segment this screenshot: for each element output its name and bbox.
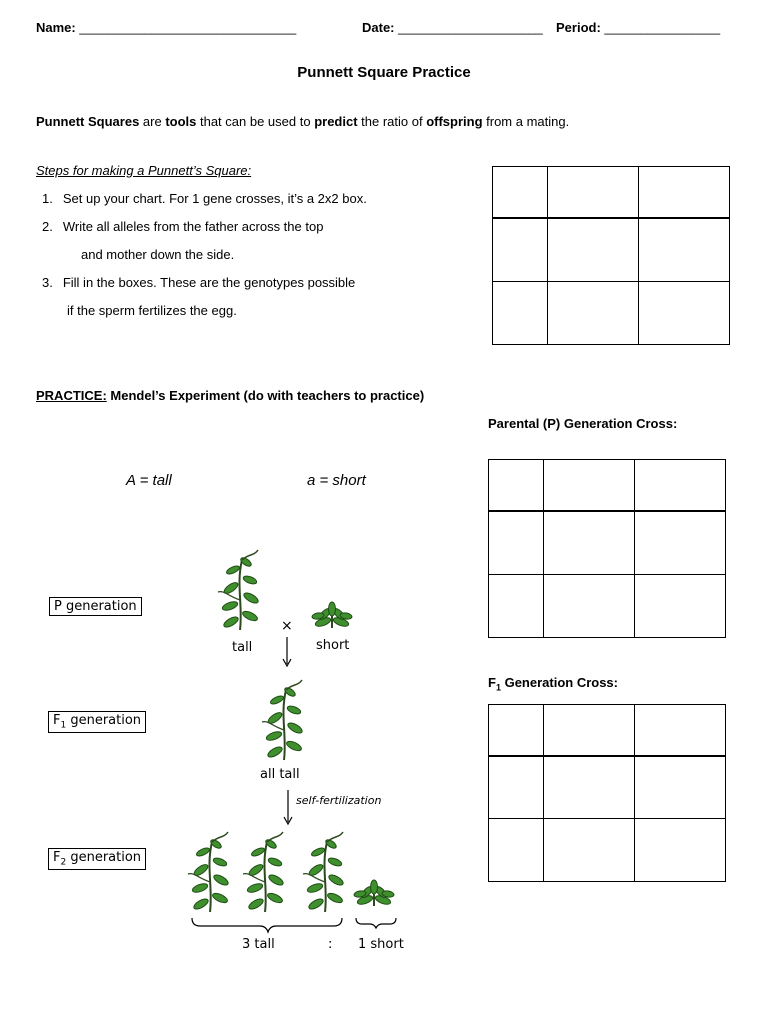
tall-plant-icon xyxy=(262,680,304,760)
tall-plant-icon xyxy=(218,550,260,630)
allele-dominant: A = tall xyxy=(126,472,172,489)
tall-plant-icon xyxy=(188,832,230,912)
step-1: 1. Set up your chart. For 1 gene crosses, it’s a 2x2 box. xyxy=(42,191,367,206)
name-field[interactable]: Name: ______________________________ xyxy=(36,20,297,35)
short-label: short xyxy=(316,638,350,653)
all-tall-label: all tall xyxy=(260,767,300,782)
cross-symbol: × xyxy=(281,618,293,634)
self-fertilization-label: self-fertilization xyxy=(296,794,382,807)
short-plant-icon xyxy=(354,880,395,906)
parental-cross-label: Parental (P) Generation Cross: xyxy=(488,416,678,431)
three-tall-label: 3 tall xyxy=(242,937,275,952)
allele-recessive: a = short xyxy=(307,472,366,489)
page-title: Punnett Square Practice xyxy=(297,64,471,81)
date-field[interactable]: Date: ____________________ xyxy=(362,20,543,35)
short-plant-icon xyxy=(312,602,353,628)
one-short-label: 1 short xyxy=(358,937,404,952)
tall-plant-icon xyxy=(303,832,345,912)
tall-label: tall xyxy=(232,640,253,655)
step-3: 3. Fill in the boxes. These are the genotypes possible xyxy=(42,275,356,290)
period-field[interactable]: Period: ________________ xyxy=(556,20,721,35)
f1-generation-box: $F_1$ generation xyxy=(48,711,146,733)
tall-plant-icon xyxy=(243,832,285,912)
f1-cross-label: $F_1$ Generation Cross: xyxy=(488,675,618,693)
brace-short xyxy=(356,918,396,928)
step-3-cont: if the sperm fertilizes the egg. xyxy=(67,303,237,318)
ratio-colon: : xyxy=(328,937,333,952)
steps-heading: Steps for making a Punnett’s Square: xyxy=(36,163,252,178)
step-2-cont: and mother down the side. xyxy=(81,247,235,262)
practice-heading: PRACTICE: Mendel’s Experiment (do with teachers to practice) xyxy=(36,388,425,403)
f2-generation-box: $F_2$ generation xyxy=(48,848,146,870)
step-2: 2. Write all alleles from the father across the top xyxy=(42,219,324,234)
brace-tall xyxy=(192,918,342,932)
intro-text: Punnett Squares are tools that can be used to predict the ratio of offspring from a mating. xyxy=(36,114,570,129)
p-generation-box: P generation xyxy=(49,597,142,616)
